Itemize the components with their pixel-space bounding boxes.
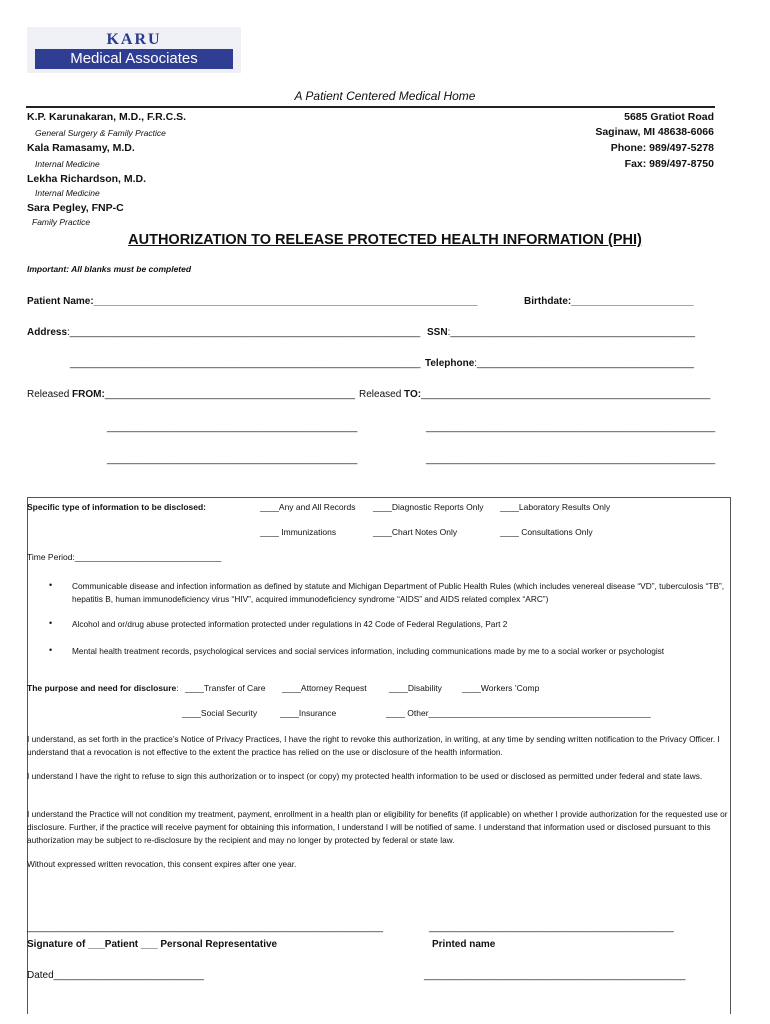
option-any-all-records[interactable]: ____Any and All Records — [260, 502, 356, 512]
option-chart-notes[interactable]: ____Chart Notes Only — [373, 527, 458, 537]
printed-name-line[interactable]: ____________________________________________ — [429, 922, 674, 933]
bullet-2-text: Alcohol and or/drug abuse protected information protected under regulations in 42 Code of Federal Regulations, Part 2 — [72, 619, 508, 629]
statement-refuse: I understand I have the right to refuse to sign this authorization or to inspect (or copy) my protected health information to be used or disclosed as permitted under federal and state laws. — [27, 771, 703, 781]
address-field[interactable] — [27, 327, 420, 338]
provider-1-name: K.P. Karunakaran, M.D., F.R.C.S. — [27, 111, 187, 123]
purpose-label: The purpose and need for disclosure: — [27, 683, 179, 693]
purpose-social-security[interactable]: ____Social Security — [182, 708, 258, 718]
released-to-blank-1[interactable]: ____________________________________________________ — [426, 422, 716, 433]
option-diagnostic-reports[interactable]: ____Diagnostic Reports Only — [373, 502, 484, 512]
released-from-label: FROM: — [72, 389, 105, 400]
purpose-attorney-request[interactable]: ____Attorney Request — [282, 683, 367, 693]
important-note: Important: All blanks must be completed — [27, 264, 192, 274]
patient-name-field[interactable]: Patient Name:_____________________________________________________________________ — [27, 296, 478, 307]
purpose-other[interactable]: ____ Other_______________________________________________ — [386, 708, 651, 718]
address-street: 5685 Gratiot Road — [624, 111, 714, 123]
telephone-field[interactable] — [425, 358, 694, 369]
address-label: Address — [27, 327, 68, 338]
signature-label: Signature of ___Patient ___ Personal Representative — [27, 939, 278, 950]
ssn-field[interactable] — [427, 327, 695, 338]
purpose-disability[interactable]: ____Disability — [389, 683, 442, 693]
dated-right-line[interactable]: _______________________________________________ — [424, 970, 686, 981]
released-from-blank-2[interactable]: _____________________________________________ — [107, 454, 358, 465]
provider-3-name: Lekha Richardson, M.D. — [27, 173, 147, 185]
statement-revoke: I understand, as set forth in the practice’s Notice of Privacy Practices, I have the right to revoke this authorization, in writing, at any time by sending written notification to the Privacy Officer. I understand that a revocation is not effective to the extent the practice has relied on the use or disclosure of the health information. — [27, 734, 720, 757]
purpose-workers-comp[interactable]: ____Workers ’Comp — [462, 683, 540, 693]
released-to-label: TO: — [404, 389, 422, 400]
provider-4-specialty: Family Practice — [32, 217, 91, 227]
logo-bottom-text: Medical Associates — [35, 49, 233, 69]
printed-name-label: Printed name — [432, 939, 496, 950]
purpose-insurance[interactable]: ____Insurance — [280, 708, 337, 718]
bullet-3-text: Mental health treatment records, psychological services and social services information, including communications made by me to a social worker or psychologist — [72, 646, 665, 656]
provider-2-name: Kala Ramasamy, M.D. — [27, 142, 135, 154]
bullet-2-glyph: • — [49, 618, 53, 628]
released-to-line: ____________________________________________________ — [421, 389, 711, 400]
header-rule — [26, 106, 715, 108]
bullet-1-glyph: • — [49, 580, 53, 590]
bullet-3-glyph: • — [49, 645, 53, 655]
released-to-field[interactable] — [359, 389, 710, 400]
telephone-label: Telephone — [425, 358, 475, 369]
released-from-blank-1[interactable]: _____________________________________________ — [107, 422, 358, 433]
option-consultations[interactable]: ____ Consultations Only — [500, 527, 593, 537]
ssn-line: :____________________________________________ — [447, 327, 696, 338]
address-line: :_______________________________________________________________ — [67, 327, 421, 338]
provider-2-specialty: Internal Medicine — [35, 159, 100, 169]
signature-line[interactable]: ________________________________________________________________ — [27, 922, 383, 933]
released-to-blank-2[interactable]: ____________________________________________________ — [426, 454, 716, 465]
address-phone: Phone: 989/497-5278 — [610, 142, 714, 154]
released-from-line: _____________________________________________ — [104, 389, 356, 400]
released-to-prefix: Released — [359, 389, 405, 400]
tagline: A Patient Centered Medical Home — [294, 89, 476, 103]
released-from-field[interactable] — [27, 389, 355, 400]
telephone-line: :_______________________________________ — [474, 358, 694, 369]
practice-logo — [27, 27, 241, 73]
option-laboratory-results[interactable]: ____Laboratory Results Only — [500, 502, 611, 512]
statement-condition: I understand the Practice will not condition my treatment, payment, enrollment in a health plan or eligibility for benefits (if applicable) on whether I provide authorization for the requested use or disclosure. Further, if the practice will receive payment for obtaining this information, I understand I will be notified of same. I understand that information used or disclosed pursuant to this authorization may be subject to re-disclosure by the recipient and may no longer by protected by federal or state law. — [27, 809, 728, 845]
logo-top-text: KARU — [106, 31, 162, 48]
birthdate-field[interactable]: Birthdate:______________________ — [524, 296, 694, 307]
provider-4-name: Sara Pegley, FNP-C — [27, 202, 124, 214]
provider-1-specialty: General Surgery & Family Practice — [35, 128, 166, 138]
ssn-label: SSN — [427, 327, 448, 338]
released-from-prefix: Released — [27, 389, 73, 400]
purpose-transfer-of-care[interactable]: ____Transfer of Care — [185, 683, 266, 693]
disclosure-type-label: Specific type of information to be disclosed: — [27, 502, 207, 512]
option-immunizations[interactable]: ____ Immunizations — [260, 527, 337, 537]
address-line-2-field[interactable]: _______________________________________________________________ — [70, 358, 421, 369]
statement-expiry: Without expressed written revocation, this consent expires after one year. — [27, 859, 297, 869]
address-fax: Fax: 989/497-8750 — [624, 158, 714, 170]
address-city: Saginaw, MI 48638-6066 — [595, 126, 714, 138]
time-period-field[interactable]: Time Period:_______________________________ — [27, 552, 222, 562]
dated-field[interactable]: Dated___________________________ — [27, 970, 204, 981]
bullet-1-text: Communicable disease and infection information as defined by statute and Michigan Department of Public Health Rules (which includes venereal disease “VD”, tuberculosis “TB”, hepatitis B, human immunodeficiency virus “HIV”, acquired immunodeficiency syndrome “AIDS” and AIDS related complex “ARC”) — [72, 581, 725, 604]
provider-3-specialty: Internal Medicine — [35, 188, 100, 198]
form-title: AUTHORIZATION TO RELEASE PROTECTED HEALTH INFORMATION (PHI) — [128, 232, 642, 248]
